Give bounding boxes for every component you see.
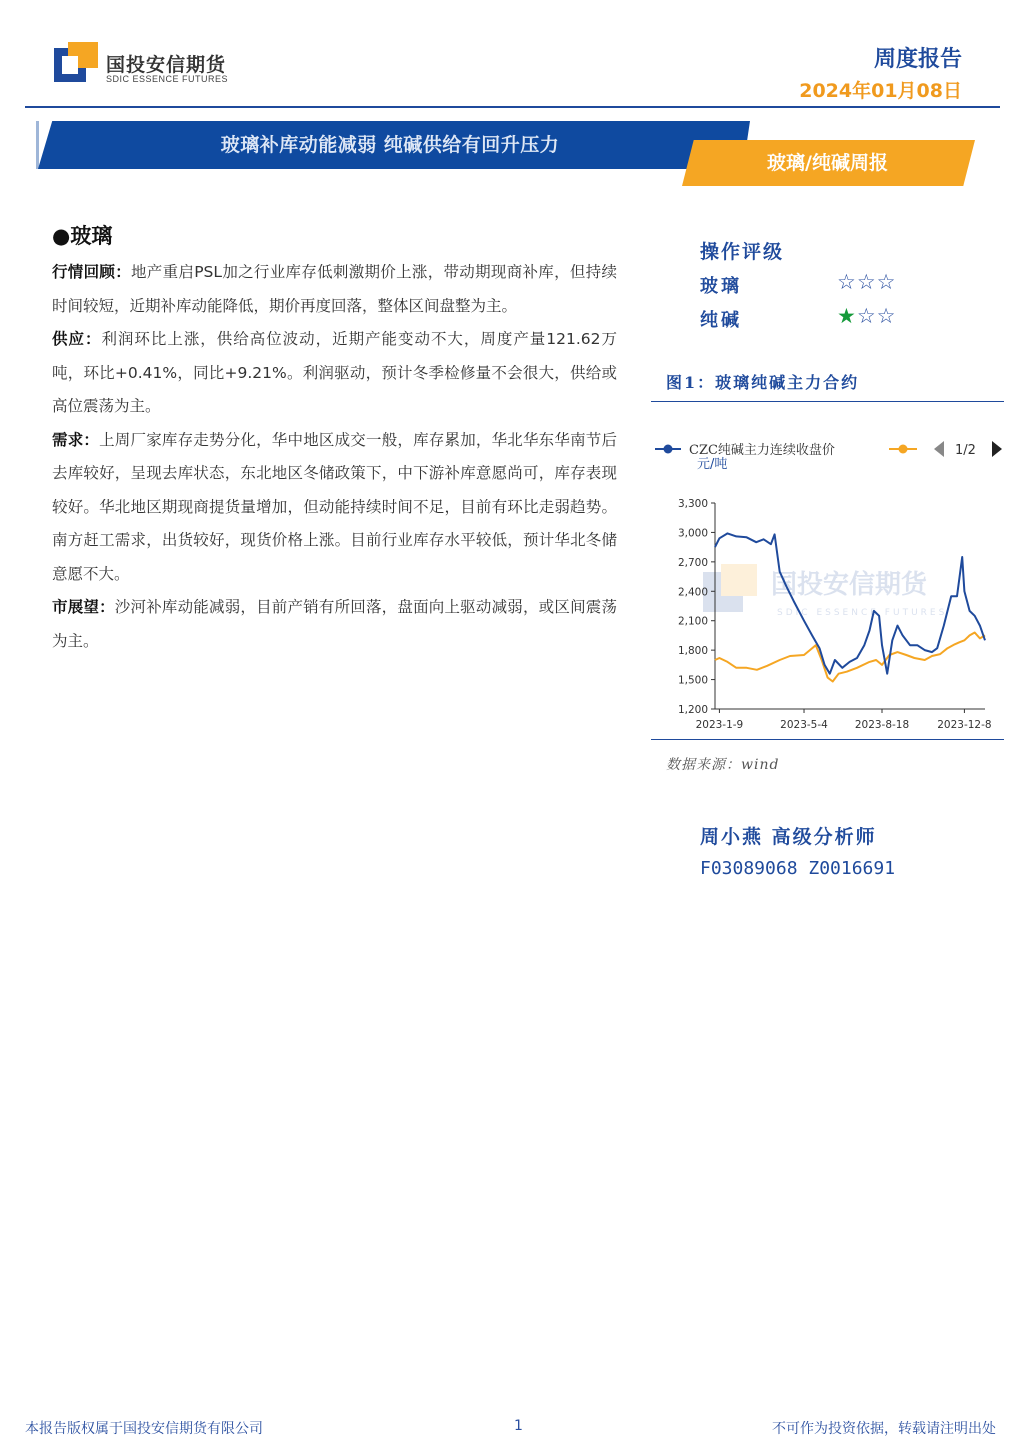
y-tick-label: 3,000 (677, 527, 708, 540)
series-line-1 (715, 533, 985, 673)
watermark-subtext: SDIC ESSENCE FUTURES (777, 608, 948, 618)
legend-marker-series1 (664, 445, 673, 454)
y-tick-label: 2,100 (677, 615, 708, 628)
empty-star-icon: ☆☆ (856, 304, 897, 328)
header-divider (25, 106, 1000, 108)
paragraph-supply (52, 323, 617, 424)
rating-glass-stars: ☆☆☆ (837, 270, 897, 294)
figure-divider-top (651, 401, 1004, 402)
price-chart (651, 430, 1004, 735)
paragraph-text: 沙河补库动能减弱，目前产销有所回落，盘面向上驱动减弱，或区间震荡为主。 (52, 598, 617, 650)
logo-name: 国投安信期货 (106, 54, 227, 76)
y-tick-label: 1,800 (677, 645, 708, 658)
pager-next-icon[interactable] (992, 441, 1002, 457)
legend-label-series1: CZC纯碱主力连续收盘价 (689, 443, 835, 458)
legend-pager: 1/2 (955, 443, 976, 458)
figure-title: 图1：玻璃纯碱主力合约 (666, 373, 860, 392)
analyst-license-ids: F03089068 Z0016691 (700, 858, 896, 879)
watermark-logo-accent (721, 564, 757, 596)
x-tick-label: 2023-8-18 (854, 719, 910, 731)
banner-edge (36, 121, 39, 169)
watermark-text: 国投安信期货 (771, 570, 928, 600)
paragraph-text: 地产重启PSL加之行业库存低刺激期价上涨，带动期现商补库，但持续时间较短，近期补库动能降低，期价再度回落，整体区间盘整为主。 (52, 263, 617, 315)
data-source: 数据来源：wind (666, 757, 780, 773)
paragraph-label: 需求： (52, 430, 100, 449)
x-tick-label: 2023-5-4 (780, 719, 828, 731)
x-tick-label: 2023-1-9 (695, 719, 744, 731)
paragraph-label: 供应： (52, 330, 102, 348)
series-line-2 (715, 633, 985, 682)
paragraph-text: 上周厂家库存走势分化，华中地区成交一般，库存累加，华北华东华南节后去库较好，呈现去库状态，东北地区冬储政策下，中下游补库意愿尚可，库存表现较好。华北地区期现商提货量增加，但动能持续时间不足，目前有环比走弱趋势。南方赶工需求，出货较好，现货价格上涨。目前行业库存水平较低，预计华北冬储意愿不大。 (52, 430, 617, 583)
y-tick-label: 3,300 (677, 498, 708, 510)
rating-title: 操作评级 (700, 241, 785, 263)
rating-soda-label: 纯碱 (700, 310, 742, 331)
paragraph-text: 利润环比上涨，供给高位波动，近期产能变动不大，周度产量121.62万吨，环比+0.41%，同比+9.21%。利润驱动，预计冬季检修量不会很大，供给或高位震荡为主。 (52, 330, 617, 415)
section-title-glass: ●玻璃 (52, 224, 113, 248)
watermark (703, 564, 947, 618)
analyst-name: 周小燕 高级分析师 (700, 826, 877, 848)
pager-prev-icon[interactable] (934, 441, 944, 457)
footer-copyright: 本报告版权属于国投安信期货有限公司 (25, 1421, 263, 1437)
y-tick-label: 1,500 (677, 674, 708, 687)
x-tick-label: 2023-12-8 (937, 719, 992, 731)
paragraph-label: 市展望： (52, 598, 115, 616)
y-axis-unit: 元/吨 (697, 457, 728, 472)
legend-marker-series2 (899, 445, 908, 454)
paragraph-review (52, 256, 617, 323)
footer-disclaimer: 不可作为投资依据，转载请注明出处 (772, 1421, 996, 1437)
report-type: 周度报告 (873, 47, 962, 72)
logo-subtitle: SDIC ESSENCE FUTURES (106, 74, 229, 84)
company-logo (54, 42, 254, 92)
paragraph-outlook (52, 591, 617, 658)
figure-divider-bottom (651, 739, 1004, 740)
report-category: 玻璃/纯碱周报 (767, 152, 888, 174)
y-tick-label: 1,200 (677, 704, 708, 716)
report-date: 2024年01月08日 (799, 80, 962, 102)
chart-legend (655, 441, 1002, 458)
logo-mark-icon (54, 42, 98, 86)
filled-star-icon: ★ (837, 304, 857, 328)
body-text (52, 256, 617, 658)
paragraph-label: 行情回顾： (52, 263, 131, 281)
rating-glass-label: 玻璃 (700, 276, 742, 297)
footer-page-number: 1 (514, 1418, 523, 1434)
report-title: 玻璃补库动能减弱 纯碱供给有回升压力 (220, 134, 560, 156)
y-tick-label: 2,400 (677, 586, 708, 599)
paragraph-demand (52, 424, 617, 592)
rating-soda-stars (837, 304, 896, 328)
y-tick-label: 2,700 (677, 556, 708, 569)
